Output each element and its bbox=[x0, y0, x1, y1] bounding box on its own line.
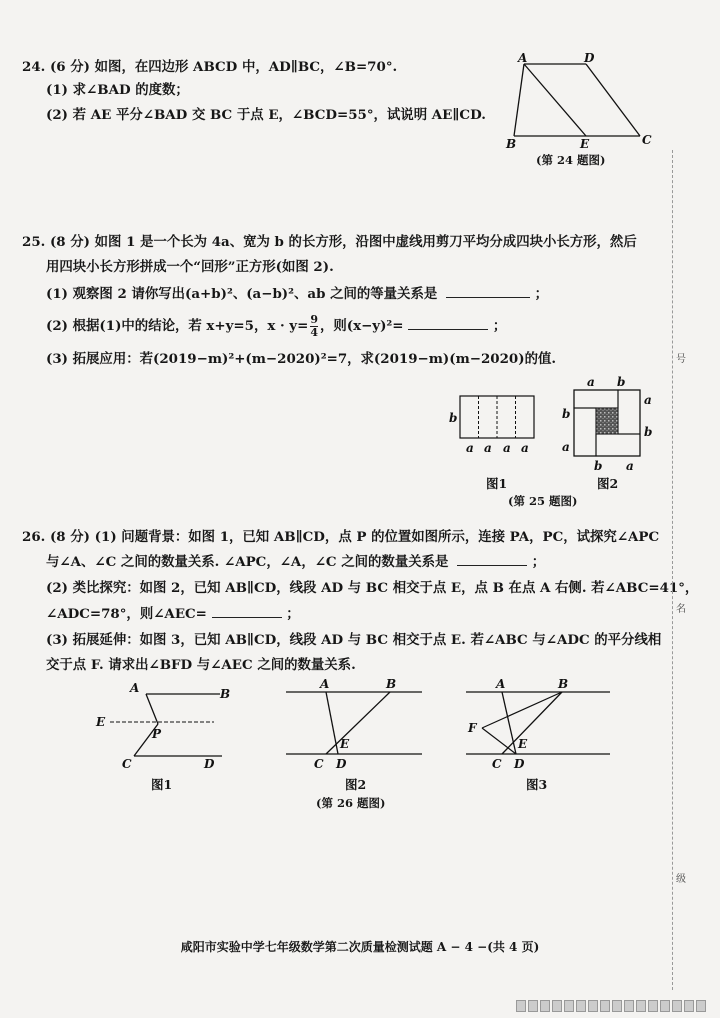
q24-figure bbox=[498, 52, 658, 152]
q26-fig3-segment-BC bbox=[502, 692, 562, 754]
q25-line4-end: ； bbox=[492, 318, 507, 334]
q24-label-B: B bbox=[506, 137, 517, 151]
q25-fig2-label-left-b: b bbox=[562, 407, 571, 421]
q24-label-A: A bbox=[518, 52, 528, 65]
q25-line2: 用四块小长方形拼成一个“回形”正方形(如图 2). bbox=[46, 259, 334, 275]
margin-mark-1: 号 bbox=[676, 354, 686, 365]
q25-fig2-label-top-a: a bbox=[587, 376, 595, 389]
q25-fig2-label-bottom-b: b bbox=[594, 459, 603, 473]
q25-fig1-label-a2: a bbox=[484, 441, 492, 455]
q26-fig3-label-E: E bbox=[518, 737, 528, 751]
q26-fig1-label-A: A bbox=[130, 681, 140, 695]
q26-fig1-label-D: D bbox=[204, 757, 215, 771]
page-footer: 咸阳市实验中学七年级数学第二次质量检测试题 A − 4 −(共 4 页) bbox=[180, 940, 540, 954]
q25-fig1-label-a1: a bbox=[466, 441, 474, 455]
q26-line4 bbox=[46, 605, 300, 623]
q26-fig1-caption: 图1 bbox=[151, 777, 173, 792]
q26-fig3-label-F: F bbox=[468, 721, 477, 735]
q26-fig1-segment-AP bbox=[146, 694, 158, 724]
q26-line2 bbox=[46, 553, 545, 571]
margin-mark-2: 名 bbox=[676, 604, 686, 615]
q25-fig1-label-a3: a bbox=[503, 441, 511, 455]
q24-label-E: E bbox=[580, 137, 590, 151]
q25-fig2-rect-right bbox=[618, 390, 640, 434]
q26-figure-1 bbox=[94, 680, 244, 772]
watermark-bars bbox=[516, 1000, 706, 1012]
q26-line6: 交于点 F. 请求出∠BFD 与∠AEC 之间的数量关系. bbox=[46, 657, 356, 673]
q25-line3 bbox=[46, 285, 548, 303]
q26-fig2-label-B: B bbox=[386, 677, 397, 691]
q26-line5: (3) 拓展延伸：如图 3，已知 AB∥CD，线段 AD 与 BC 相交于点 E. 若∠ABC 与∠ADC 的平分线相 bbox=[46, 632, 662, 648]
q25-fig2-label-left-a: a bbox=[562, 440, 570, 454]
q26-line2-text: 与∠A、∠C 之间的数量关系. ∠APC，∠A，∠C 之间的数量关系是 bbox=[46, 554, 449, 570]
q26-figure-2 bbox=[282, 676, 432, 772]
binding-line bbox=[672, 150, 674, 990]
q25-figure-1 bbox=[446, 388, 546, 462]
q25-figure-caption: (第 25 题图) bbox=[508, 494, 578, 508]
q26-line2-end: ； bbox=[531, 554, 546, 570]
q26-fig2-label-C: C bbox=[314, 757, 324, 771]
q26-fig3-label-B: B bbox=[558, 677, 569, 691]
q24-label-C: C bbox=[642, 133, 652, 147]
q25-fig1-label-b: b bbox=[449, 411, 458, 425]
q26-fig2-caption: 图2 bbox=[345, 777, 367, 792]
q25-fig1-caption: 图1 bbox=[486, 476, 508, 491]
q24-line2: (1) 求∠BAD 的度数； bbox=[46, 82, 189, 98]
q26-line4-text: ∠ADC=78°，则∠AEC= bbox=[46, 606, 207, 622]
q25-fig2-label-top-b: b bbox=[617, 376, 626, 389]
q26-fig2-label-D: D bbox=[336, 757, 347, 771]
q26-line1: 26. (8 分) (1) 问题背景：如图 1，已知 AB∥CD，点 P 的位置如图所示，连接 PA，PC，试探究∠APC bbox=[22, 529, 660, 545]
q26-fig2-label-A: A bbox=[320, 677, 330, 691]
q25-line4 bbox=[46, 314, 506, 339]
q26-fig3-label-D: D bbox=[514, 757, 525, 771]
q24-side-DC bbox=[586, 64, 640, 136]
q26-answer-blank-2[interactable] bbox=[212, 605, 282, 618]
q25-fig2-center-shaded bbox=[596, 408, 618, 434]
margin-mark-3: 级 bbox=[676, 874, 686, 885]
q25-line4-text-a: (2) 根据(1)中的结论，若 x+y=5，x · y= bbox=[46, 318, 309, 334]
q26-fig3-bisector-BF bbox=[482, 692, 562, 728]
q24-label-D: D bbox=[584, 52, 595, 65]
q25-fig2-rect-bottom bbox=[596, 434, 640, 456]
q24-figure-caption: (第 24 题图) bbox=[536, 153, 606, 167]
q26-fig1-label-C: C bbox=[122, 757, 132, 771]
q25-fig2-caption: 图2 bbox=[597, 476, 619, 491]
q25-fig2-label-right-b: b bbox=[644, 425, 653, 439]
q25-line3-end: ； bbox=[534, 286, 548, 302]
q26-fig2-segment-BC bbox=[326, 692, 390, 754]
q25-fig2-rect-top bbox=[574, 390, 618, 408]
q26-figure-3 bbox=[462, 676, 622, 772]
q26-fig1-label-B: B bbox=[220, 687, 231, 701]
q24-side-AB bbox=[514, 64, 524, 136]
q25-line1: 25. (8 分) 如图 1 是一个长为 4a、宽为 b 的长方形，沿图中虚线用剪刀平均分成四块小长方形，然后 bbox=[22, 234, 637, 250]
q25-answer-blank-1[interactable] bbox=[446, 285, 530, 298]
q24-segment-AE bbox=[524, 64, 586, 136]
q25-line3-text: (1) 观察图 2 请你写出(a+b)²、(a−b)²、ab 之间的等量关系是 bbox=[46, 286, 438, 302]
q26-fig3-label-C: C bbox=[492, 757, 502, 771]
q25-fig2-rect-left bbox=[574, 408, 596, 456]
q25-fraction-denominator: 4 bbox=[310, 326, 318, 339]
q26-fig2-label-E: E bbox=[340, 737, 350, 751]
q26-figure-caption: (第 26 题图) bbox=[316, 796, 386, 810]
q24-line3: (2) 若 AE 平分∠BAD 交 BC 于点 E，∠BCD=55°，试说明 AE∥CD. bbox=[46, 107, 486, 123]
q26-answer-blank-1[interactable] bbox=[457, 553, 527, 566]
q25-answer-blank-2[interactable] bbox=[408, 317, 488, 330]
q25-line4-text-b: ，则(x−y)²= bbox=[319, 318, 404, 334]
q26-fig1-label-E: E bbox=[96, 715, 106, 729]
q25-line5: (3) 拓展应用：若(2019−m)²+(m−2020)²=7，求(2019−m)(m−2020)的值. bbox=[46, 351, 557, 367]
q26-fig3-caption: 图3 bbox=[526, 777, 548, 792]
q25-fig2-label-bottom-a: a bbox=[626, 459, 634, 473]
q25-fig2-label-right-a: a bbox=[644, 393, 652, 407]
q26-line3: (2) 类比探究：如图 2，已知 AB∥CD，线段 AD 与 BC 相交于点 E，点 B 在点 A 右侧. 若∠ABC=41°， bbox=[46, 580, 699, 596]
q25-figure-2 bbox=[560, 376, 660, 474]
q26-line4-end: ； bbox=[286, 606, 300, 622]
q25-fig1-label-a4: a bbox=[521, 441, 529, 455]
q24-line1: 24. (6 分) 如图，在四边形 ABCD 中，AD∥BC，∠B=70°. bbox=[22, 59, 398, 75]
q26-fig1-label-P: P bbox=[152, 727, 162, 741]
q26-fig3-label-A: A bbox=[496, 677, 506, 691]
q25-fraction-numerator: 9 bbox=[310, 313, 318, 326]
q25-fraction bbox=[310, 314, 318, 339]
